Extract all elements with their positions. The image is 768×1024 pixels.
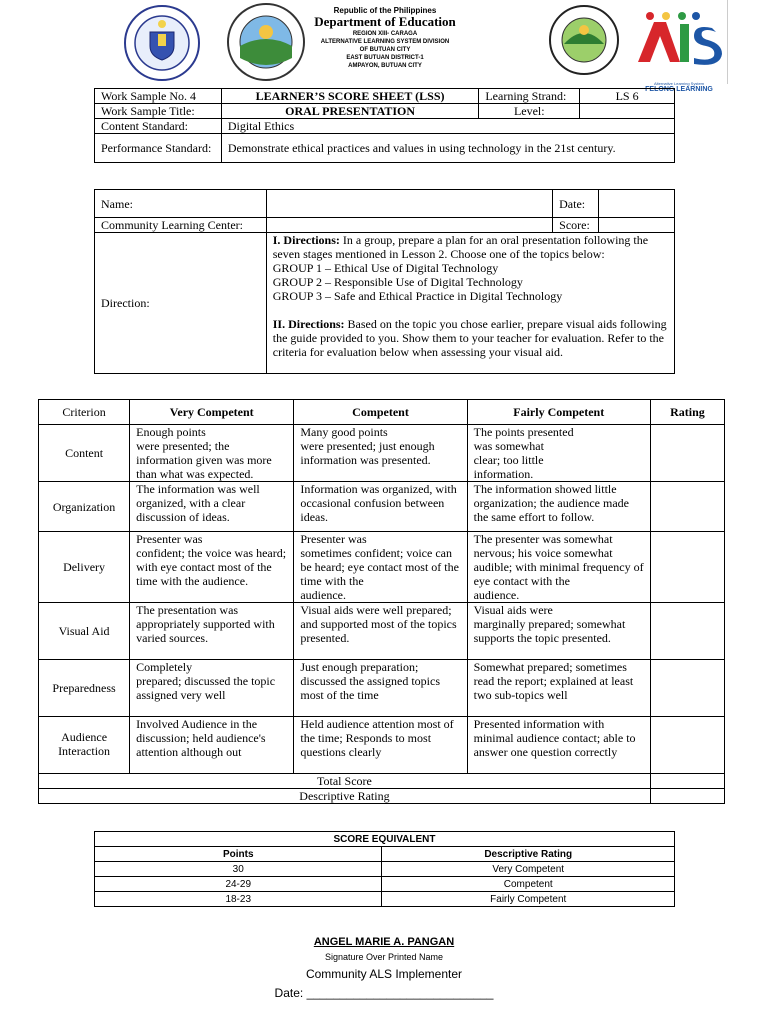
criterion-name: Preparedness — [39, 660, 130, 717]
rubric-row-preparedness — [39, 660, 725, 717]
deped-seal-icon — [122, 4, 202, 82]
republic-line: Republic of the Philippines — [333, 6, 437, 15]
col-criterion: Criterion — [39, 400, 130, 425]
score-row — [95, 877, 675, 892]
region-line: REGION XIII- CARAGA — [352, 31, 418, 37]
sheet-title: LEARNER’S SCORE SHEET (LSS) — [221, 89, 479, 104]
directions-part-1 — [273, 233, 668, 261]
als-logo — [636, 10, 726, 93]
score-field[interactable] — [599, 218, 675, 233]
points-value: 18-23 — [95, 892, 382, 907]
col-fairly-competent: Fairly Competent — [467, 400, 650, 425]
fairly-competent-desc: Visual aids were marginally prepared; somewhat supports the topic presented. — [467, 603, 650, 660]
points-header: Points — [95, 847, 382, 862]
group-1: GROUP 1 – Ethical Use of Digital Technology — [272, 261, 499, 275]
signatory-role: Community ALS Implementer — [305, 967, 463, 981]
date-label: Date: — [553, 190, 599, 218]
competent-desc: Held audience attention most of the time; Responds to most questions clearly — [294, 717, 467, 774]
strand-label: Learning Strand: — [479, 89, 580, 104]
criterion-name: Organization — [39, 482, 130, 532]
very-competent-desc: Presenter was confident; the voice was heard; with eye contact most of the time with the audience. — [130, 532, 294, 603]
descriptive-rating-field[interactable] — [650, 789, 724, 804]
total-score-label: Total Score — [39, 774, 651, 789]
dir1-text: In a group, prepare a plan for an oral presentation following the seven stages mentioned in Lesson 2. Choose one of the topics below: — [272, 233, 649, 261]
descriptive-rating-label: Descriptive Rating — [39, 789, 651, 804]
col-competent: Competent — [294, 400, 467, 425]
letterhead — [0, 0, 768, 93]
dir1-heading: I. Directions: — [272, 233, 340, 247]
name-field[interactable] — [266, 190, 552, 218]
very-competent-desc: Completely prepared; discussed the topic assigned very well — [130, 660, 294, 717]
score-row — [95, 892, 675, 907]
rating-value: Competent — [382, 877, 675, 892]
date-field[interactable] — [599, 190, 675, 218]
total-score-field[interactable] — [650, 774, 724, 789]
descriptive-rating-row — [39, 789, 725, 804]
directions-part-2 — [273, 317, 668, 359]
competent-desc: Just enough preparation; discussed the assigned topics most of the time — [294, 660, 467, 717]
rating-cell[interactable] — [650, 425, 724, 482]
learner-table — [94, 189, 675, 374]
ws-title-value: ORAL PRESENTATION — [221, 104, 479, 119]
district-line: EAST BUTUAN DISTRICT-1 — [346, 55, 424, 61]
fairly-competent-desc: The presenter was somewhat nervous; his voice somewhat audible; with minimal frequency of eye contact with the audience. — [467, 532, 650, 603]
total-score-row — [39, 774, 725, 789]
letterhead-text — [290, 6, 480, 70]
als-tagline: FELONG LEARNING — [645, 86, 713, 93]
criterion-name: Delivery — [39, 532, 130, 603]
rubric-row-visual-aid — [39, 603, 725, 660]
score-row — [95, 862, 675, 877]
department-name: Department of Education — [314, 14, 456, 29]
score-equivalent-title: SCORE EQUIVALENT — [95, 832, 675, 847]
group-2: GROUP 2 – Responsible Use of Digital Technology — [272, 275, 523, 289]
competent-desc: Information was organized, with occasional confusion between ideas. — [294, 482, 467, 532]
clc-field[interactable] — [266, 218, 552, 233]
rubric-header-row — [39, 400, 725, 425]
direction-label: Direction: — [95, 233, 267, 374]
signature-caption: Signature Over Printed Name — [324, 952, 444, 962]
rating-cell[interactable] — [650, 660, 724, 717]
rubric-row-audience-interaction — [39, 717, 725, 774]
perf-std-label: Performance Standard: — [95, 134, 222, 163]
fairly-competent-desc: The points presented was somewhat clear; too little information. — [467, 425, 650, 482]
criterion-name: Visual Aid — [39, 603, 130, 660]
rating-value: Very Competent — [382, 862, 675, 877]
rating-cell[interactable] — [650, 717, 724, 774]
content-std-label: Content Standard: — [95, 119, 222, 134]
level-label: Level: — [479, 104, 580, 119]
division-city-line: OF BUTUAN CITY — [359, 47, 411, 53]
col-very-competent: Very Competent — [130, 400, 294, 425]
criterion-name: Audience Interaction — [39, 717, 130, 774]
rubric-table — [38, 399, 725, 804]
rubric-row-organization — [39, 482, 725, 532]
very-competent-desc: Involved Audience in the discussion; held audience's attention although out — [130, 717, 294, 774]
competent-desc: Presenter was sometimes confident; voice can be heard; eye contact most of the time with the audience. — [294, 532, 467, 603]
signature-date: Date: ____________________________ — [274, 986, 494, 1000]
name-label: Name: — [95, 190, 267, 218]
als-logo-icon — [636, 10, 726, 82]
directions-cell — [266, 233, 674, 374]
points-value: 30 — [95, 862, 382, 877]
col-rating: Rating — [650, 400, 724, 425]
very-competent-desc: The presentation was appropriately supported with varied sources. — [130, 603, 294, 660]
fairly-competent-desc: Presented information with minimal audience contact; able to answer one question correctly — [467, 717, 650, 774]
dir2-heading: II. Directions: — [272, 317, 345, 331]
rating-cell[interactable] — [650, 532, 724, 603]
very-competent-desc: The information was well organized, with a clear discussion of ideas. — [130, 482, 294, 532]
clc-label: Community Learning Center: — [95, 218, 267, 233]
work-sample-no: Work Sample No. 4 — [95, 89, 222, 104]
group-3: GROUP 3 – Safe and Ethical Practice in Digital Technology — [272, 289, 563, 303]
address-line: AMPAYON, BUTUAN CITY — [348, 63, 422, 69]
rating-header: Descriptive Rating — [382, 847, 675, 862]
score-equivalent-table — [94, 831, 675, 907]
fairly-competent-desc: The information showed little organization; the audience made the same effort to follow. — [467, 482, 650, 532]
rating-cell[interactable] — [650, 603, 724, 660]
strand-value: LS 6 — [580, 89, 675, 104]
dir2-text: Based on the topic you chose earlier, prepare visual aids following the guide provided to you. Show them to your teacher for evaluation. Refer to the criteria for evaluation below when assessing your visual aid. — [272, 317, 667, 359]
rubric-row-content — [39, 425, 725, 482]
signatory-name: ANGEL MARIE A. PANGAN — [313, 936, 455, 948]
criterion-name: Content — [39, 425, 130, 482]
perf-std-value: Demonstrate ethical practices and values in using technology in the 21st century. — [221, 134, 674, 163]
level-value[interactable] — [580, 104, 675, 119]
rating-cell[interactable] — [650, 482, 724, 532]
fairly-competent-desc: Somewhat prepared; sometimes read the report; explained at least two sub-topics well — [467, 660, 650, 717]
content-std-value: Digital Ethics — [221, 119, 674, 134]
competent-desc: Visual aids were well prepared; and supported most of the topics presented. — [294, 603, 467, 660]
ws-title-label: Work Sample Title: — [95, 104, 222, 119]
district-seal-icon — [540, 4, 628, 76]
rating-value: Fairly Competent — [382, 892, 675, 907]
division-line: ALTERNATIVE LEARNING SYSTEM DIVISION — [320, 39, 450, 45]
als-caption: Alternative Learning System — [653, 81, 705, 86]
score-label: Score: — [553, 218, 599, 233]
rubric-row-delivery — [39, 532, 725, 603]
header-divider — [727, 0, 728, 84]
info-table — [94, 88, 675, 163]
very-competent-desc: Enough points were presented; the information given was more than what was expected. — [130, 425, 294, 482]
points-value: 24-29 — [95, 877, 382, 892]
competent-desc: Many good points were presented; just enough information was presented. — [294, 425, 467, 482]
